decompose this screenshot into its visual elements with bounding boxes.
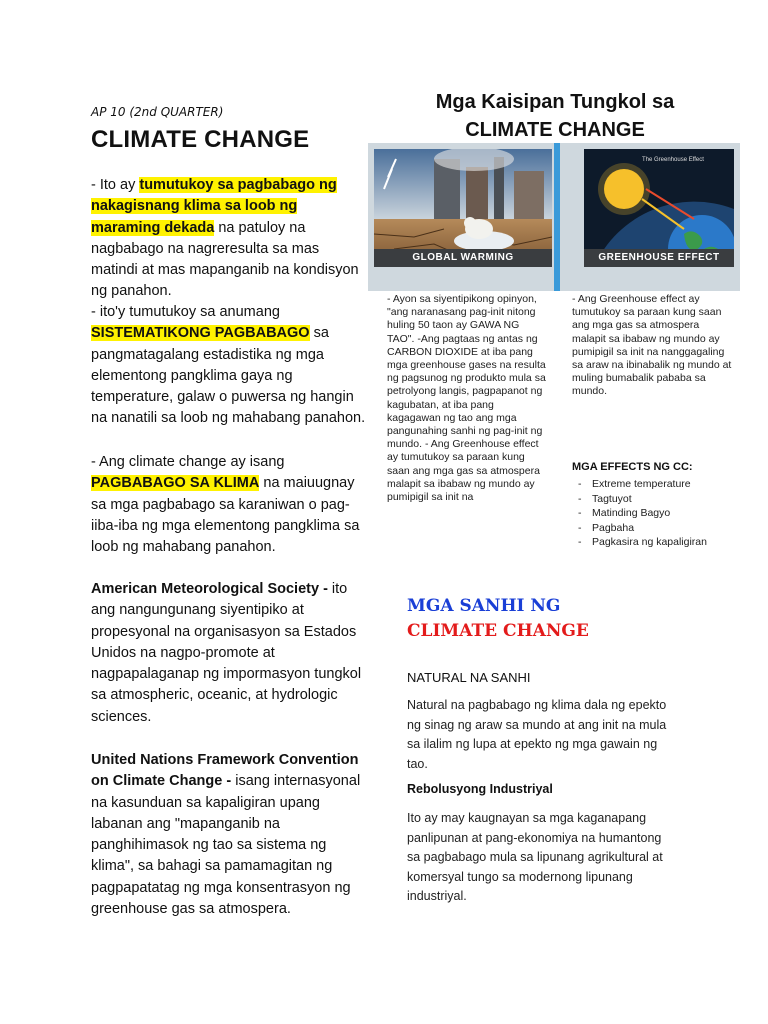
definition-paragraph-2 <box>91 302 366 430</box>
unfccc-term: United Nations Framework Convention on Climate Change - <box>91 752 359 790</box>
p1-highlight: tumutukoy sa pagbabago ng nakagisnang klima sa loob ng maraming dekada <box>91 177 337 236</box>
greenhouse-effect-caption: GREENHOUSE EFFECT <box>584 249 734 267</box>
causes-title <box>407 594 589 644</box>
global-warming-text: - Ayon sa siyentipikong opinyon, "ang naranasang pag-init nitong huling 50 taon ay GAWA NG TAO". -Ang pagtaas ng antas ng CARBON DIOXIDE at iba pang mga greenhouse gases na resulta ng pagsunog ng produkto mula sa petrolyong langis, pagpapanot ng kagubatan, at iba pang kagagawan ng tao ang mga pangunahing sanhi ng pag-init ng mundo. - Ang Greenhouse effect ay tumutukoy sa paraan kung saan ang mga gas sa atmospera malapit sa ibabaw ng mundo ay pumipigil sa init na <box>387 293 546 504</box>
effect-label: Pagkasira ng kapaligiran <box>592 536 707 548</box>
p1-post: na patuloy na nagbabago na nagreresulta sa mas matindi at mas mapanganib na kondisyon ng panahon. <box>91 219 359 300</box>
p3-pre: - Ang climate change ay isang <box>91 454 285 470</box>
causes-title-line2: CLIMATE CHANGE <box>407 621 589 641</box>
p2-pre: - ito'y tumutukoy sa anumang <box>91 304 280 320</box>
effect-item: - Tagtuyot <box>578 492 632 505</box>
natural-causes-heading: NATURAL NA SANHI <box>407 670 531 685</box>
effect-label: Extreme temperature <box>592 478 691 490</box>
global-warming-image <box>374 149 552 267</box>
subject-label: AP 10 (2nd QUARTER) <box>91 105 224 119</box>
effect-label: Pagbaha <box>592 521 635 534</box>
effect-item: - Matinding Bagyo <box>578 507 671 519</box>
effect-label: Matinding Bagyo <box>592 507 671 519</box>
effect-item: - Extreme temperature <box>578 478 691 490</box>
unfccc-paragraph <box>91 750 366 920</box>
infographic-title-line2: CLIMATE CHANGE <box>465 119 645 141</box>
effects-heading: MGA EFFECTS NG CC: <box>572 461 693 473</box>
causes-title-line1: MGA SANHI NG <box>407 596 561 616</box>
p3-highlight: PAGBABAGO SA KLIMA <box>91 475 260 492</box>
page-title: CLIMATE CHANGE <box>91 126 310 153</box>
unfccc-text: isang internasyonal na kasunduan sa kapaligiran upang labanan ang "mapanganib na panghihimasok ng tao sa sistema ng klima", sa bahagi sa pamamagitan ng pagpapatatag ng mga konsentrasyon ng greenhouse gas sa atmospera. <box>91 773 361 918</box>
infographic-title <box>380 88 730 144</box>
effect-item: - Pagkasira ng kapaligiran <box>578 536 707 548</box>
effect-item: - Pagbaha <box>578 521 635 534</box>
definition-paragraph-3 <box>91 452 366 558</box>
industrial-revolution-text: Ito ay may kaugnayan sa mga kaganapang panlipunan at pang-ekonomiya na humantong sa pagbabago mula sa lipunang agrikultural at komersyal tungo sa modernong lipunang industriyal. <box>407 811 663 903</box>
p2-highlight: SISTEMATIKONG PAGBABAGO <box>91 325 310 342</box>
ams-text: ito ang nangungunang siyentipiko at propesyonal na organisasyon sa Estados Unidos na nagpo-promote at nagpapalaganap ng impormasyon tungkol sa atmospheric, oceanic, at hydrologic sciences. <box>91 581 362 725</box>
greenhouse-effect-image <box>584 149 734 267</box>
effects-list <box>578 477 738 550</box>
divider <box>554 143 560 291</box>
infographic-images <box>368 143 740 291</box>
p2-post: sa pangmatagalang estadistika ng mga elementong pangklima gaya ng temperature, galaw o puwersa ng hangin na nanatili sa loob ng mahabang panahon. <box>91 325 366 427</box>
effect-label: Tagtuyot <box>592 492 632 505</box>
diagram-label: The Greenhouse Effect <box>642 157 704 163</box>
global-warming-caption: GLOBAL WARMING <box>374 249 552 267</box>
greenhouse-effect-text: - Ang Greenhouse effect ay tumutukoy sa paraan kung saan ang mga gas sa atmospera malapit sa ibabaw ng mundo ay pumipigil sa init na nanggagaling sa araw na ibinabalik ng mundo at muling bumabalik pababa sa mundo. <box>572 293 732 398</box>
natural-causes-text: Natural na pagbabago ng klima dala ng epekto ng sinag ng araw sa mundo at ang init na mula sa ilalim ng lupa at epekto ng mga gawain ng tao. <box>407 698 667 771</box>
p1-pre: - Ito ay <box>91 177 140 193</box>
industrial-revolution-heading: Rebolusyong Industriyal <box>407 782 553 796</box>
infographic-title-line1: Mga Kaisipan Tungkol sa <box>435 91 675 113</box>
definition-paragraph-1 <box>91 175 366 303</box>
ams-term: American Meteorological Society - <box>91 581 328 597</box>
p3-post: na maiuugnay sa mga pagbabago sa karaniwan o pag-iiba-iba ng mga elementong pangklima sa loob ng mahabang panahon. <box>91 475 360 556</box>
ams-paragraph <box>91 579 366 728</box>
